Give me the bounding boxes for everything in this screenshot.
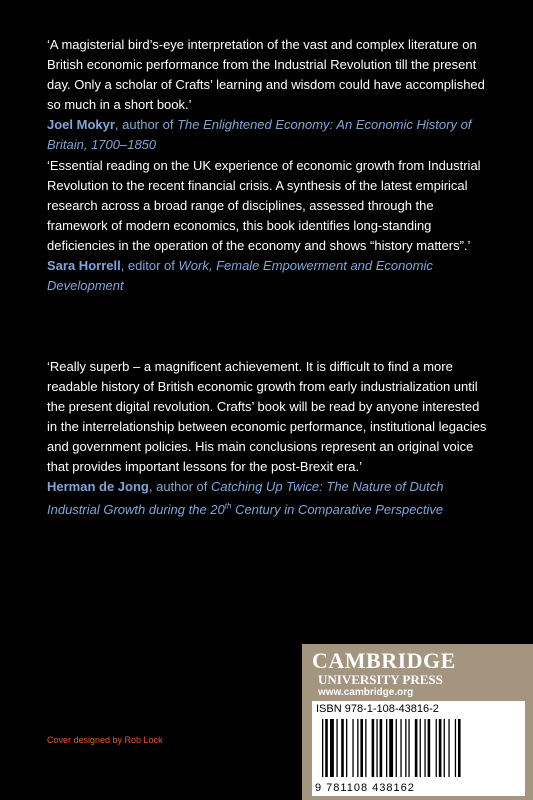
reviewer-role: , author of <box>148 479 212 494</box>
blurb-mokyr <box>47 35 492 155</box>
reviewer-name: Joel Mokyr <box>47 117 115 132</box>
barcode-digits: 9 781108 438162 <box>315 782 415 794</box>
attribution <box>47 477 492 520</box>
reviewer-work: Work, Female Empowerment and Economic Development <box>47 258 433 293</box>
reviewer-role: , editor of <box>120 258 179 273</box>
reviewer-name: Sara Horrell <box>47 258 121 273</box>
attribution <box>47 256 492 296</box>
work-title-superscript: th <box>224 502 232 511</box>
publisher-url: www.cambridge.org <box>318 687 414 698</box>
quote-text: ‘Essential reading on the UK experience of economic growth from Industrial Revolution to the recent financial crisis. A synthesis of the latest empirical research across a broad range of disciplines, assessed through the framework of modern economics, this book identifies long-standing deficiencies in the operation of the economy and shows “history matters”.’ <box>47 158 481 253</box>
reviewer-role: , author of <box>114 117 178 132</box>
quote-text: ‘A magisterial bird’s-eye interpretation of the vast and complex literature on British economic performance from the Industrial Revolution till the present day. Only a scholar of Crafts’ learning and wisdom could have accomplished so much in a short book.’ <box>47 37 485 112</box>
publisher-panel <box>302 644 533 800</box>
blurb-horrell <box>47 156 492 296</box>
work-title-end: Century in Comparative Perspective <box>231 502 444 518</box>
barcode-icon <box>318 719 518 777</box>
publisher-logo-name: CAMBRIDGE <box>312 648 456 673</box>
barcode-box <box>312 701 525 796</box>
quote-text: ‘Really superb – a magnificent achievement. It is difficult to find a more readable history of British economic growth from early industrialization until the present digital revolution. Crafts’ book will be read by anyone interested in the interrelationship between economic performance, institutional legacies and government policies. His main conclusions represent an original voice that provides important lessons for the post-Brexit era.’ <box>47 359 487 474</box>
isbn-text: ISBN 978-1-108-43816-2 <box>316 703 439 715</box>
attribution <box>47 115 492 155</box>
reviewer-work: The Enlightened Economy: An Economic History of Britain, 1700–1850 <box>47 117 472 152</box>
work-title-start: Catching Up Twice: The Nature of Dutch Industrial Growth during the 20 <box>47 479 444 518</box>
publisher-logo-subtitle: UNIVERSITY PRESS <box>318 672 443 687</box>
blurb-de-jong <box>47 357 492 520</box>
reviewer-name: Herman de Jong <box>47 479 149 494</box>
cover-credit: Cover designed by Rob Lock <box>47 735 163 745</box>
